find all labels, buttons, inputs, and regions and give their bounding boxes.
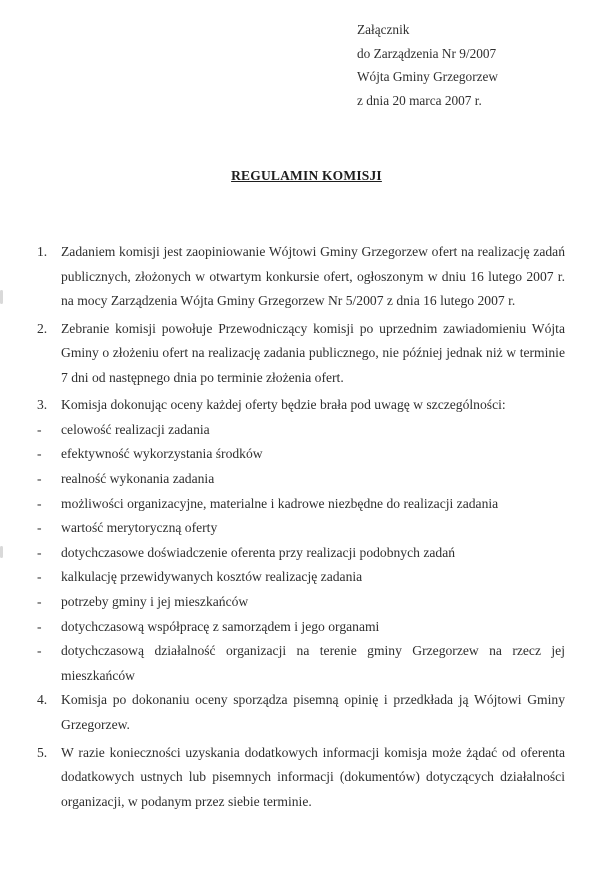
bullet-dash: - [37, 471, 42, 487]
numbered-item [37, 240, 565, 314]
list-item [37, 590, 565, 615]
bullet-dash: - [37, 569, 42, 585]
list-item [37, 615, 565, 640]
header-line: do Zarządzenia Nr 9/2007 [357, 45, 497, 61]
list-item [37, 492, 565, 517]
item-number: 4. [37, 692, 48, 708]
item-line: realizację zadań publicznych, złożonych w otwartym konkursie ofert, ogłoszonym [61, 244, 565, 284]
document-title: REGULAMIN KOMISJI [231, 168, 382, 183]
criteria-list [37, 418, 565, 689]
list-item [37, 467, 565, 492]
list-item-text: celowość realizacji zadania [61, 421, 210, 437]
header-line: z dnia 20 marca 2007 r. [357, 92, 482, 108]
item-line: Wójta Gminy o złożeniu ofert na realizację zadania publicznego, nie później [61, 320, 565, 361]
item-line: Nr 5/2007 z dnia 16 lutego 2007 r. [327, 293, 516, 308]
list-item [37, 565, 565, 590]
list-item [37, 639, 565, 688]
bullet-dash: - [37, 618, 42, 634]
list-item-text: efektywność wykorzystania środków [61, 446, 263, 462]
item-line: Komisja dokonując oceny każdej oferty będzie brała pod uwagę w szczególności: [61, 397, 506, 413]
item-line: dotyczących działalności organizacji, w podanym przez siebie terminie. [61, 769, 565, 809]
list-item [37, 541, 565, 566]
bullet-dash: - [37, 495, 42, 511]
item-number: 5. [37, 744, 48, 760]
bullet-dash: - [37, 594, 42, 610]
numbered-item [37, 741, 565, 815]
bullet-dash: - [37, 544, 42, 560]
list-item-text: kalkulację przewidywanych kosztów realizację zadania [61, 569, 363, 585]
item-number: 2. [37, 320, 48, 336]
item-line: Zebranie komisji powołuje Przewodniczący komisji po uprzednim zawiadomieniu [61, 320, 527, 336]
item-line: W razie konieczności uzyskania dodatkowych informacji komisja może żądać od [61, 744, 516, 760]
list-item [37, 418, 565, 443]
list-item [37, 516, 565, 541]
list-item-text: możliwości organizacyjne, materialne i kadrowe niezbędne do realizacji zadania [61, 495, 499, 511]
attachment-header [357, 18, 498, 112]
list-item-text: wartość merytoryczną oferty [61, 520, 218, 536]
bullet-dash: - [37, 446, 42, 462]
item-number: 1. [37, 244, 48, 259]
bullet-dash: - [37, 643, 42, 659]
header-line: Załącznik [357, 22, 410, 37]
item-line: Gminy Grzegorzew. [61, 692, 565, 732]
numbered-item [37, 393, 565, 418]
numbered-item [37, 688, 565, 737]
list-item [37, 442, 565, 467]
scan-artifact [0, 546, 3, 558]
list-item-text: dotychczasowe doświadczenie oferenta przy realizacji podobnych zadań [61, 544, 456, 560]
list-item-text: potrzeby gminy i jej mieszkańców [61, 594, 249, 610]
regulation-body [37, 240, 565, 814]
numbered-item [37, 317, 565, 391]
bullet-dash: - [37, 421, 42, 437]
item-line: jednak niż w terminie 7 dni od następnego dnia po terminie złożenia ofert. [61, 345, 565, 385]
item-line: oferenta dodatkowych ustnych lub pisemnych informacji (dokumentów) [61, 744, 565, 785]
item-line: Zadaniem komisji jest zaopiniowanie Wójtowi Gminy Grzegorzew ofert na [61, 244, 474, 259]
list-item-text: realność wykonania zadania [61, 471, 215, 487]
item-number: 3. [37, 397, 48, 413]
scan-artifact [0, 290, 3, 304]
bullet-dash: - [37, 520, 42, 536]
item-line: Komisja po dokonaniu oceny sporządza pisemną opinię i przedkłada ją Wójtowi [61, 692, 522, 708]
list-item-text: dotychczasową działalność organizacji na terenie gminy Grzegorzew na rzecz jej mieszkańców [61, 643, 565, 683]
item-line: w dniu 16 lutego 2007 r. na mocy Zarządzenia Wójta Gminy Grzegorzew [61, 268, 565, 308]
list-item-text: dotychczasową współpracę z samorządem i jego organami [61, 618, 380, 634]
header-line: Wójta Gminy Grzegorzew [357, 69, 499, 84]
